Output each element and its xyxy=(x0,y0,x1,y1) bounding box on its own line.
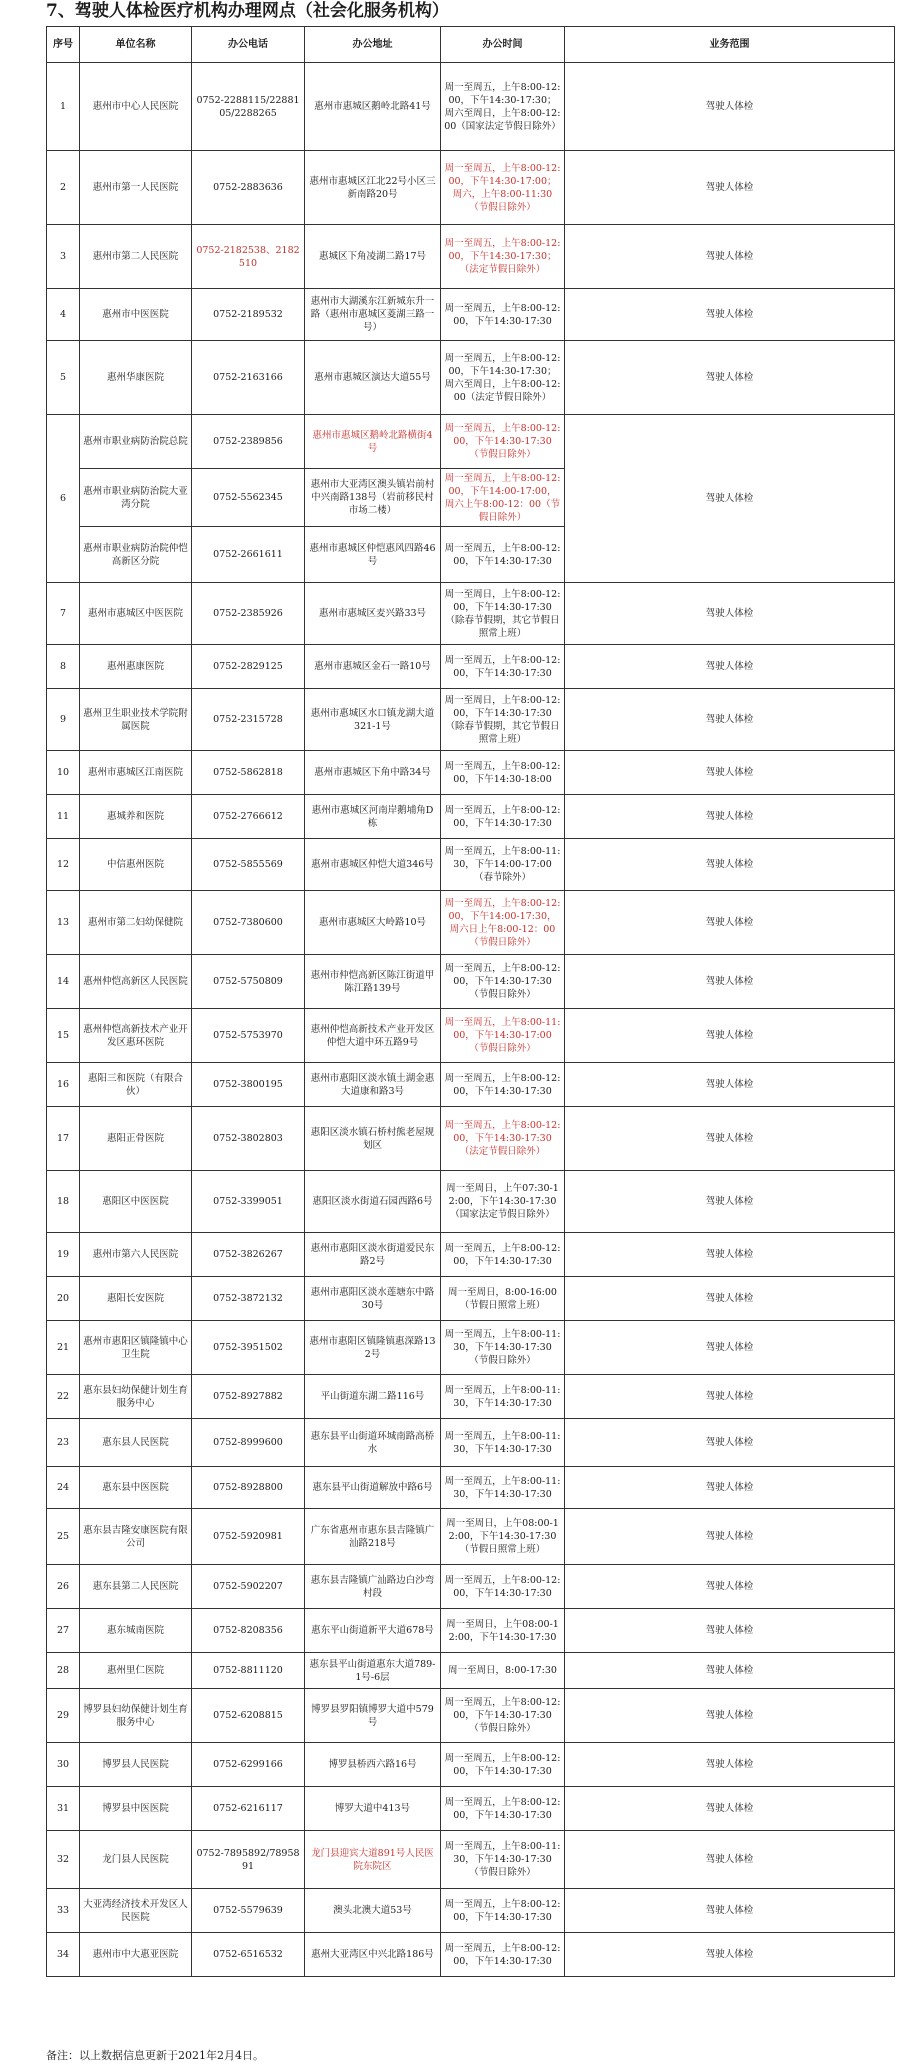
office-address: 惠州市仲恺高新区陈江街道甲陈江路139号 xyxy=(305,955,441,1009)
row-number: 1 xyxy=(47,63,80,151)
unit-name: 惠州市第二人民医院 xyxy=(80,225,192,289)
row-number: 3 xyxy=(47,225,80,289)
office-address: 澳头北澳大道53号 xyxy=(305,1889,441,1933)
table-row xyxy=(47,1171,895,1233)
office-address: 惠州市惠城区麦兴路33号 xyxy=(305,583,441,645)
office-address: 惠州市惠城区鹅岭北路横街4号 xyxy=(305,415,441,469)
office-hours: 周一至周五，上午8:00-12:00，下午14:30-17:30 xyxy=(441,1743,565,1787)
office-address: 惠州市惠城区水口镇龙湖大道321-1号 xyxy=(305,689,441,751)
unit-name: 惠州华康医院 xyxy=(80,341,192,415)
office-hours: 周一至周五，上午8:00-12:00，下午14:30-17:30（节假日除外） xyxy=(441,415,565,469)
row-number: 18 xyxy=(47,1171,80,1233)
table-row xyxy=(47,415,895,469)
business-scope: 驾驶人体检 xyxy=(565,1171,895,1233)
business-scope: 驾驶人体检 xyxy=(565,1743,895,1787)
business-scope: 驾驶人体检 xyxy=(565,751,895,795)
row-number: 32 xyxy=(47,1831,80,1889)
unit-name: 惠州市惠城区江南医院 xyxy=(80,751,192,795)
business-scope: 驾驶人体检 xyxy=(565,1889,895,1933)
row-number: 21 xyxy=(47,1321,80,1375)
office-address: 惠州市惠城区仲恺惠风四路46号 xyxy=(305,527,441,583)
table-row xyxy=(47,1233,895,1277)
office-phone: 0752-7895892/7895891 xyxy=(192,1831,305,1889)
business-scope: 驾驶人体检 xyxy=(565,289,895,341)
office-hours: 周一至周日，8:00-16:00（节假日照常上班） xyxy=(441,1277,565,1321)
office-address: 惠州市惠城区鹅岭北路41号 xyxy=(305,63,441,151)
office-hours: 周一至周五，上午8:00-12:00，下午14:30-17:30；周六至周日，上午8:00-12:00（国家法定节假日除外） xyxy=(441,63,565,151)
office-hours: 周一至周五，上午8:00-11:30，下午14:00-17:00（春节除外） xyxy=(441,839,565,891)
table-row xyxy=(47,1689,895,1743)
unit-name: 惠东县人民医院 xyxy=(80,1419,192,1467)
business-scope: 驾驶人体检 xyxy=(565,645,895,689)
office-hours: 周一至周五，上午8:00-12:00，下午14:30-17:30；（法定节假日除外） xyxy=(441,225,565,289)
row-number: 4 xyxy=(47,289,80,341)
header-no: 序号 xyxy=(47,27,80,63)
table-row xyxy=(47,1063,895,1107)
header-phone: 办公电话 xyxy=(192,27,305,63)
office-phone: 0752-5750809 xyxy=(192,955,305,1009)
office-address: 龙门县迎宾大道891号人民医院东院区 xyxy=(305,1831,441,1889)
table-body xyxy=(47,63,895,1977)
office-address: 惠东县吉隆镇广汕路边白沙弯村段 xyxy=(305,1565,441,1609)
unit-name: 惠东县吉隆安康医院有限公司 xyxy=(80,1509,192,1565)
row-number: 7 xyxy=(47,583,80,645)
table-row xyxy=(47,583,895,645)
office-phone: 0752-2163166 xyxy=(192,341,305,415)
office-phone: 0752-5855569 xyxy=(192,839,305,891)
table-row xyxy=(47,63,895,151)
table-row xyxy=(47,1375,895,1419)
office-phone: 0752-3826267 xyxy=(192,1233,305,1277)
office-address: 惠州市惠阳区淡水莲塘东中路30号 xyxy=(305,1277,441,1321)
row-number: 23 xyxy=(47,1419,80,1467)
table-row xyxy=(47,1107,895,1171)
office-hours: 周一至周五，上午8:00-12:00，下午14:30-17:30 xyxy=(441,1787,565,1831)
office-hours: 周一至周五，上午8:00-12:00，下午14:30-17:30 xyxy=(441,1565,565,1609)
office-hours: 周一至周五，上午8:00-12:00，下午14:30-17:30 xyxy=(441,1933,565,1977)
business-scope: 驾驶人体检 xyxy=(565,151,895,225)
row-number: 11 xyxy=(47,795,80,839)
unit-name: 惠阳三和医院（有限合伙） xyxy=(80,1063,192,1107)
office-address: 惠州市惠城区演达大道55号 xyxy=(305,341,441,415)
office-address: 惠阳区淡水街道石园西路6号 xyxy=(305,1171,441,1233)
office-hours: 周一至周五，上午8:00-12:00，下午14:30-17:30（节假日除外） xyxy=(441,1689,565,1743)
business-scope: 驾驶人体检 xyxy=(565,341,895,415)
office-address: 惠东平山街道新平大道678号 xyxy=(305,1609,441,1653)
office-hours: 周一至周五，上午8:00-11:30，下午14:30-17:30 xyxy=(441,1375,565,1419)
table-row xyxy=(47,751,895,795)
row-number: 5 xyxy=(47,341,80,415)
unit-name: 惠东县第二人民医院 xyxy=(80,1565,192,1609)
unit-name: 惠州市职业病防治院仲恺高新区分院 xyxy=(80,527,192,583)
unit-name: 惠东县妇幼保健计划生育服务中心 xyxy=(80,1375,192,1419)
office-address: 惠州市惠阳区淡水街道爱民东路2号 xyxy=(305,1233,441,1277)
office-address: 惠州市惠城区河南岸鹅埔角D栋 xyxy=(305,795,441,839)
office-hours: 周一至周五，上午8:00-11:30，下午14:30-17:30 xyxy=(441,1419,565,1467)
office-address: 惠州市大亚湾区澳头镇岩前村中兴南路138号（岩前移民村市场二楼） xyxy=(305,469,441,527)
business-scope: 驾驶人体检 xyxy=(565,1831,895,1889)
row-number: 16 xyxy=(47,1063,80,1107)
unit-name: 惠州仲恺高新区人民医院 xyxy=(80,955,192,1009)
office-hours: 周一至周五，上午8:00-12:00，下午14:00-17:00，周六上午8:00-12：00（节假日除外） xyxy=(441,469,565,527)
unit-name: 惠阳正骨医院 xyxy=(80,1107,192,1171)
office-hours: 周一至周五，上午8:00-12:00，下午14:30-17:30 xyxy=(441,1889,565,1933)
office-address: 博罗县桥西六路16号 xyxy=(305,1743,441,1787)
unit-name: 惠城养和医院 xyxy=(80,795,192,839)
row-number: 15 xyxy=(47,1009,80,1063)
row-number: 6 xyxy=(47,415,80,583)
business-scope: 驾驶人体检 xyxy=(565,1509,895,1565)
office-address: 博罗县罗阳镇博罗大道中579号 xyxy=(305,1689,441,1743)
office-address: 平山街道东湖二路116号 xyxy=(305,1375,441,1419)
business-scope: 驾驶人体检 xyxy=(565,689,895,751)
business-scope: 驾驶人体检 xyxy=(565,1009,895,1063)
business-scope: 驾驶人体检 xyxy=(565,1277,895,1321)
office-phone: 0752-8999600 xyxy=(192,1419,305,1467)
unit-name: 龙门县人民医院 xyxy=(80,1831,192,1889)
office-phone: 0752-8208356 xyxy=(192,1609,305,1653)
unit-name: 博罗县中医医院 xyxy=(80,1787,192,1831)
office-phone: 0752-6299166 xyxy=(192,1743,305,1787)
office-phone: 0752-2829125 xyxy=(192,645,305,689)
table-row xyxy=(47,1889,895,1933)
unit-name: 惠州惠康医院 xyxy=(80,645,192,689)
office-phone: 0752-8927882 xyxy=(192,1375,305,1419)
office-phone: 0752-2385926 xyxy=(192,583,305,645)
office-phone: 0752-2389856 xyxy=(192,415,305,469)
business-scope: 驾驶人体检 xyxy=(565,1653,895,1689)
unit-name: 惠州里仁医院 xyxy=(80,1653,192,1689)
office-phone: 0752-3800195 xyxy=(192,1063,305,1107)
office-address: 惠州市惠阳区镇隆镇惠深路132号 xyxy=(305,1321,441,1375)
unit-name: 惠州市第一人民医院 xyxy=(80,151,192,225)
office-phone: 0752-5579639 xyxy=(192,1889,305,1933)
office-hours: 周一至周日，8:00-17:30 xyxy=(441,1653,565,1689)
unit-name: 惠阳区中医医院 xyxy=(80,1171,192,1233)
business-scope: 驾驶人体检 xyxy=(565,583,895,645)
office-hours: 周一至周五，上午8:00-11:30，下午14:30-17:30（节假日除外） xyxy=(441,1321,565,1375)
row-number: 10 xyxy=(47,751,80,795)
unit-name: 惠州市第六人民医院 xyxy=(80,1233,192,1277)
table-row xyxy=(47,839,895,891)
office-address: 惠州市惠城区仲恺大道346号 xyxy=(305,839,441,891)
unit-name: 惠州仲恺高新技术产业开发区惠环医院 xyxy=(80,1009,192,1063)
table-row xyxy=(47,1509,895,1565)
row-number: 24 xyxy=(47,1467,80,1509)
office-address: 惠州市惠城区大岭路10号 xyxy=(305,891,441,955)
business-scope: 驾驶人体检 xyxy=(565,1609,895,1653)
office-address: 惠州市大湖溪东江新城东升一路（惠州市惠城区菱湖三路一号） xyxy=(305,289,441,341)
unit-name: 惠州市中医医院 xyxy=(80,289,192,341)
office-hours: 周一至周五，上午8:00-12:00，下午14:30-17:30 xyxy=(441,527,565,583)
table-row xyxy=(47,1467,895,1509)
business-scope: 驾驶人体检 xyxy=(565,1467,895,1509)
unit-name: 博罗县妇幼保健计划生育服务中心 xyxy=(80,1689,192,1743)
table-row xyxy=(47,1419,895,1467)
office-hours: 周一至周五，上午8:00-12:00，下午14:30-17:30；周六至周日，上午8:00-12:00（法定节假日除外） xyxy=(441,341,565,415)
business-scope: 驾驶人体检 xyxy=(565,1787,895,1831)
row-number: 9 xyxy=(47,689,80,751)
row-number: 22 xyxy=(47,1375,80,1419)
office-phone: 0752-3399051 xyxy=(192,1171,305,1233)
table-row xyxy=(47,1277,895,1321)
office-hours: 周一至周五，上午8:00-12:00，下午14:30-17:30 xyxy=(441,645,565,689)
office-hours: 周一至周五，上午8:00-12:00，下午14:30-17:30 xyxy=(441,1063,565,1107)
business-scope: 驾驶人体检 xyxy=(565,1321,895,1375)
business-scope: 驾驶人体检 xyxy=(565,1933,895,1977)
office-hours: 周一至周日，上午8:00-12:00，下午14:30-17:30（除春节假期，其它节假日照常上班） xyxy=(441,689,565,751)
unit-name: 惠州卫生职业技术学院附属医院 xyxy=(80,689,192,751)
unit-name: 惠州市职业病防治院总院 xyxy=(80,415,192,469)
table-row xyxy=(47,1609,895,1653)
unit-name: 中信惠州医院 xyxy=(80,839,192,891)
table-row xyxy=(47,689,895,751)
office-phone: 0752-2315728 xyxy=(192,689,305,751)
business-scope: 驾驶人体检 xyxy=(565,63,895,151)
unit-name: 惠东县中医医院 xyxy=(80,1467,192,1509)
institution-table xyxy=(46,26,895,1977)
office-phone: 0752-8928800 xyxy=(192,1467,305,1509)
office-hours: 周一至周五，上午8:00-11:30，下午14:30-17:30（节假日除外） xyxy=(441,1831,565,1889)
office-phone: 0752-5902207 xyxy=(192,1565,305,1609)
office-phone: 0752-5920981 xyxy=(192,1509,305,1565)
header-address: 办公地址 xyxy=(305,27,441,63)
row-number: 17 xyxy=(47,1107,80,1171)
office-hours: 周一至周五，上午8:00-12:00，下午14:30-18:00 xyxy=(441,751,565,795)
office-phone: 0752-7380600 xyxy=(192,891,305,955)
office-hours: 周一至周五，上午8:00-12:00，下午14:30-17:30 xyxy=(441,289,565,341)
table-row xyxy=(47,1653,895,1689)
business-scope: 驾驶人体检 xyxy=(565,795,895,839)
business-scope: 驾驶人体检 xyxy=(565,1419,895,1467)
business-scope: 驾驶人体检 xyxy=(565,1689,895,1743)
business-scope: 驾驶人体检 xyxy=(565,1233,895,1277)
table-row xyxy=(47,1743,895,1787)
office-hours: 周一至周日，上午8:00-12:00，下午14:30-17:30（除春节假期，其它节假日照常上班） xyxy=(441,583,565,645)
header-unit-name: 单位名称 xyxy=(80,27,192,63)
header-hours: 办公时间 xyxy=(441,27,565,63)
table-row xyxy=(47,1009,895,1063)
table-row xyxy=(47,151,895,225)
unit-name: 博罗县人民医院 xyxy=(80,1743,192,1787)
unit-name: 惠州市职业病防治院大亚湾分院 xyxy=(80,469,192,527)
row-number: 27 xyxy=(47,1609,80,1653)
office-hours: 周一至周日，上午08:00-12:00，下午14:30-17:30（节假日照常上班） xyxy=(441,1509,565,1565)
unit-name: 惠州市惠城区中医医院 xyxy=(80,583,192,645)
office-address: 博罗大道中413号 xyxy=(305,1787,441,1831)
office-address: 惠州市惠阳区淡水镇土湖金惠大道康和路3号 xyxy=(305,1063,441,1107)
business-scope: 驾驶人体检 xyxy=(565,891,895,955)
business-scope: 驾驶人体检 xyxy=(565,1107,895,1171)
office-phone: 0752-6216117 xyxy=(192,1787,305,1831)
office-address: 惠州大亚湾区中兴北路186号 xyxy=(305,1933,441,1977)
office-hours: 周一至周五，上午8:00-11:30，下午14:30-17:30 xyxy=(441,1467,565,1509)
row-number: 33 xyxy=(47,1889,80,1933)
business-scope: 驾驶人体检 xyxy=(565,1063,895,1107)
office-address: 惠东县平山街道惠东大道789-1号-6层 xyxy=(305,1653,441,1689)
business-scope: 驾驶人体检 xyxy=(565,955,895,1009)
office-hours: 周一至周五，上午8:00-12:00，下午14:00-17:30，周六日上午8:00-12：00（节假日除外） xyxy=(441,891,565,955)
office-phone: 0752-3802803 xyxy=(192,1107,305,1171)
office-hours: 周一至周五，上午8:00-12:00，下午14:30-17:30（法定节假日除外） xyxy=(441,1107,565,1171)
row-number: 31 xyxy=(47,1787,80,1831)
unit-name: 惠州市中大惠亚医院 xyxy=(80,1933,192,1977)
office-phone: 0752-2883636 xyxy=(192,151,305,225)
row-number: 26 xyxy=(47,1565,80,1609)
office-phone: 0752-2661611 xyxy=(192,527,305,583)
table-row xyxy=(47,891,895,955)
business-scope: 驾驶人体检 xyxy=(565,839,895,891)
office-hours: 周一至周五，上午8:00-12:00，下午14:30-17:30（节假日除外） xyxy=(441,955,565,1009)
row-number: 19 xyxy=(47,1233,80,1277)
office-phone: 0752-2189532 xyxy=(192,289,305,341)
table-row xyxy=(47,795,895,839)
office-address: 广东省惠州市惠东县吉隆镇广汕路218号 xyxy=(305,1509,441,1565)
office-phone: 0752-2288115/2288105/2288265 xyxy=(192,63,305,151)
office-phone: 0752-6516532 xyxy=(192,1933,305,1977)
office-address: 惠城区下角凌湖二路17号 xyxy=(305,225,441,289)
office-address: 惠东县平山街道环城南路高桥水 xyxy=(305,1419,441,1467)
unit-name: 惠阳长安医院 xyxy=(80,1277,192,1321)
row-number: 28 xyxy=(47,1653,80,1689)
business-scope: 驾驶人体检 xyxy=(565,1375,895,1419)
row-number: 13 xyxy=(47,891,80,955)
row-number: 14 xyxy=(47,955,80,1009)
office-hours: 周一至周日，上午07:30-12:00，下午14:30-17:30（国家法定节假日除外） xyxy=(441,1171,565,1233)
office-address: 惠州市惠城区江北22号小区三新南路20号 xyxy=(305,151,441,225)
table-row xyxy=(47,645,895,689)
office-hours: 周一至周五，上午8:00-12:00，下午14:30-17:30 xyxy=(441,795,565,839)
business-scope: 驾驶人体检 xyxy=(565,1565,895,1609)
unit-name: 大亚湾经济技术开发区人民医院 xyxy=(80,1889,192,1933)
office-address: 惠州仲恺高新技术产业开发区仲恺大道中环五路9号 xyxy=(305,1009,441,1063)
office-address: 惠州市惠城区金石一路10号 xyxy=(305,645,441,689)
office-hours: 周一至周五，上午8:00-12:00，下午14:30-17:30 xyxy=(441,1233,565,1277)
row-number: 8 xyxy=(47,645,80,689)
office-hours: 周一至周日，上午08:00-12:00，下午14:30-17:30 xyxy=(441,1609,565,1653)
page-title: 7、驾驶人体检医疗机构办理网点（社会化服务机构） xyxy=(46,1,449,21)
table-row xyxy=(47,1933,895,1977)
office-phone: 0752-3872132 xyxy=(192,1277,305,1321)
row-number: 29 xyxy=(47,1689,80,1743)
office-phone: 0752-5562345 xyxy=(192,469,305,527)
office-phone: 0752-6208815 xyxy=(192,1689,305,1743)
row-number: 25 xyxy=(47,1509,80,1565)
office-phone: 0752-3951502 xyxy=(192,1321,305,1375)
table-row xyxy=(47,955,895,1009)
table-header-row xyxy=(47,27,895,63)
office-address: 惠东县平山街道解放中路6号 xyxy=(305,1467,441,1509)
office-hours: 周一至周五，上午8:00-11:00，下午14:30-17:00（节假日除外） xyxy=(441,1009,565,1063)
office-address: 惠州市惠城区下角中路34号 xyxy=(305,751,441,795)
row-number: 34 xyxy=(47,1933,80,1977)
business-scope: 驾驶人体检 xyxy=(565,415,895,583)
unit-name: 惠州市第二妇幼保健院 xyxy=(80,891,192,955)
table-row xyxy=(47,1787,895,1831)
footnote: 备注：以上数据信息更新于2021年2月4日。 xyxy=(46,2049,264,2062)
unit-name: 惠州市惠阳区镇隆镇中心卫生院 xyxy=(80,1321,192,1375)
office-phone: 0752-8811120 xyxy=(192,1653,305,1689)
table-row xyxy=(47,289,895,341)
row-number: 20 xyxy=(47,1277,80,1321)
table-row xyxy=(47,1565,895,1609)
header-scope: 业务范围 xyxy=(565,27,895,63)
table-row xyxy=(47,1831,895,1889)
office-phone: 0752-5862818 xyxy=(192,751,305,795)
office-address: 惠阳区淡水镇石桥村熊老屋规划区 xyxy=(305,1107,441,1171)
office-phone: 0752-5753970 xyxy=(192,1009,305,1063)
office-phone: 0752-2766612 xyxy=(192,795,305,839)
business-scope: 驾驶人体检 xyxy=(565,225,895,289)
row-number: 2 xyxy=(47,151,80,225)
office-hours: 周一至周五，上午8:00-12:00，下午14:30-17:00；周六，上午8:00-11:30（节假日除外） xyxy=(441,151,565,225)
table-row xyxy=(47,1321,895,1375)
row-number: 12 xyxy=(47,839,80,891)
office-phone: 0752-2182538、2182510 xyxy=(192,225,305,289)
table-row xyxy=(47,341,895,415)
unit-name: 惠东城南医院 xyxy=(80,1609,192,1653)
table-row xyxy=(47,225,895,289)
unit-name: 惠州市中心人民医院 xyxy=(80,63,192,151)
row-number: 30 xyxy=(47,1743,80,1787)
